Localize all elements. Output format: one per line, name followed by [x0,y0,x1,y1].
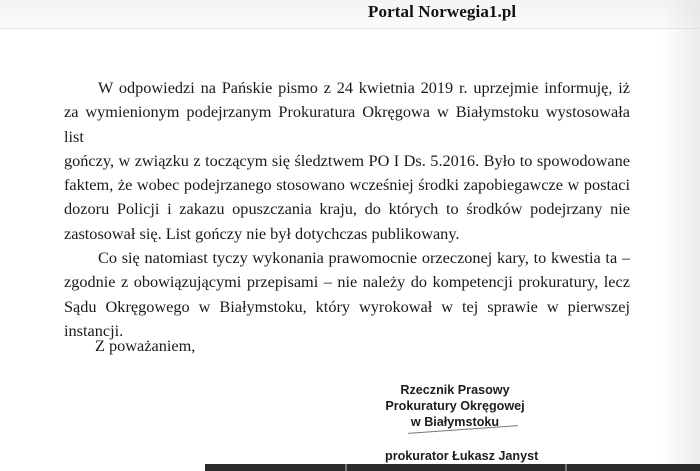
paragraph-line: W odpowiedzi na Pańskie pismo z 24 kwietnia 2019 r. uprzejmie informuję, iż [98,78,630,97]
site-title: Portal Norwegia1.pl [368,2,517,21]
letter-body [64,76,630,343]
bottom-strip [205,464,700,471]
closing-text: Z poważaniem, [95,336,196,355]
paragraph-1 [64,76,630,246]
signature-office: Prokuratury Okręgowej [385,399,525,413]
signature-city: w Białymstoku [410,415,500,429]
paragraph-line: Co się natomiast tyczy wykonania prawomocnie orzeczonej kary, to kwestia ta – [98,248,630,268]
header-bar [0,0,700,29]
signature-block [370,382,540,430]
signature-name: prokurator Łukasz Janyst [385,449,539,463]
paragraph-line: zastosował się. List gończy nie był dotychczas publikowany. [64,223,460,243]
signature-title: Rzecznik Prasowy [400,383,510,397]
strip-divider [345,464,347,471]
paragraph-line: gończy, w związku z toczącym się śledztwem PO I Ds. 5.2016. Było to spowodowane [64,150,630,170]
strip-divider [565,464,567,471]
paragraph-2 [64,246,630,343]
paragraph-line: za wymienionym podejrzanym Prokuratura Okręgowa w Białymstoku wystosowała list [64,102,630,146]
paragraph-line: dozoru Policji i zakazu opuszczania kraju, do których to środków podejrzany nie [64,199,630,219]
paragraph-line: Sądu Okręgowego w Białymstoku, który wyrokował w tej sprawie w pierwszej instancji. [64,296,630,340]
scan-shadow [660,0,700,471]
paragraph-line: zgodnie z obowiązującymi przepisami – nie należy do kompetencji prokuratury, lecz [64,272,630,292]
paragraph-line: faktem, że wobec podejrzanego stosowano wcześniej środki zapobiegawcze w postaci [64,175,630,195]
